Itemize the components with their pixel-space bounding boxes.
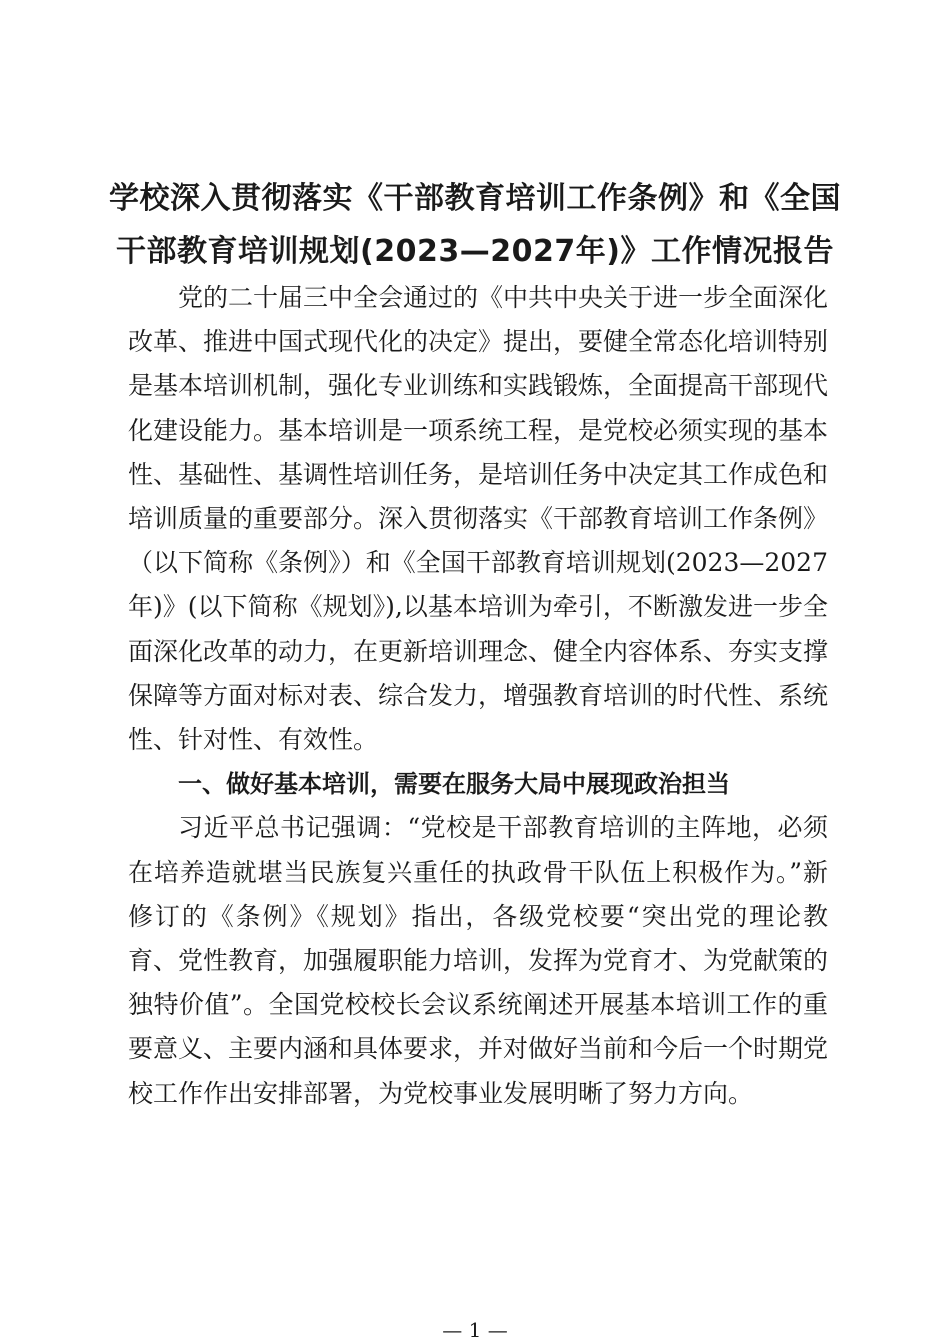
intro-paragraph: 党的二十届三中全会通过的《中共中央关于进一步全面深化改革、推进中国式现代化的决定》提出，要健全常态化培训特别是基本培训机制，强化专业训练和实践锻炼，全面提高干部现代化建设能力。基本培训是一项系统工程，是党校必须实现的基本性、基础性、基调性培训任务，是培训任务中决定其工作成色和培训质量的重要部分。深入贯彻落实《干部教育培训工作条例》（以下简称《条例》）和《全国干部教育培训规划(2023—2027年)》(以下简称《规划》),以基本培训为牵引，不断激发进一步全面深化改革的动力，在更新培训理念、健全内容体系、夯实支撑保障等方面对标对表、综合发力，增强教育培训的时代性、系统性、针对性、有效性。 [128, 283, 829, 755]
title-line-1: 学校深入贯彻落实《干部教育培训工作条例》和《全国 [109, 181, 841, 216]
document-title [60, 172, 890, 278]
document-body [128, 276, 828, 1116]
section-1-paragraph: 习近平总书记强调：“党校是干部教育培训的主阵地，必须在培养造就堪当民族复兴重任的执政骨干队伍上积极作为。”新修订的《条例》《规划》指出，各级党校要“突出党的理论教育、党性教育，加强履职能力培训，发挥为党育才、为党献策的独特价值”。全国党校校长会议系统阐述开展基本培训工作的重要意义、主要内涵和具体要求，并对做好当前和今后一个时期党校工作作出安排部署，为党校事业发展明晰了努力方向。 [128, 813, 829, 1108]
title-line-2: 干部教育培训规划(2023—2027年)》工作情况报告 [116, 234, 834, 269]
section-heading-1: 一、做好基本培训，需要在服务大局中展现政治担当 [178, 770, 730, 799]
page-number: — 1 — [442, 1318, 508, 1342]
